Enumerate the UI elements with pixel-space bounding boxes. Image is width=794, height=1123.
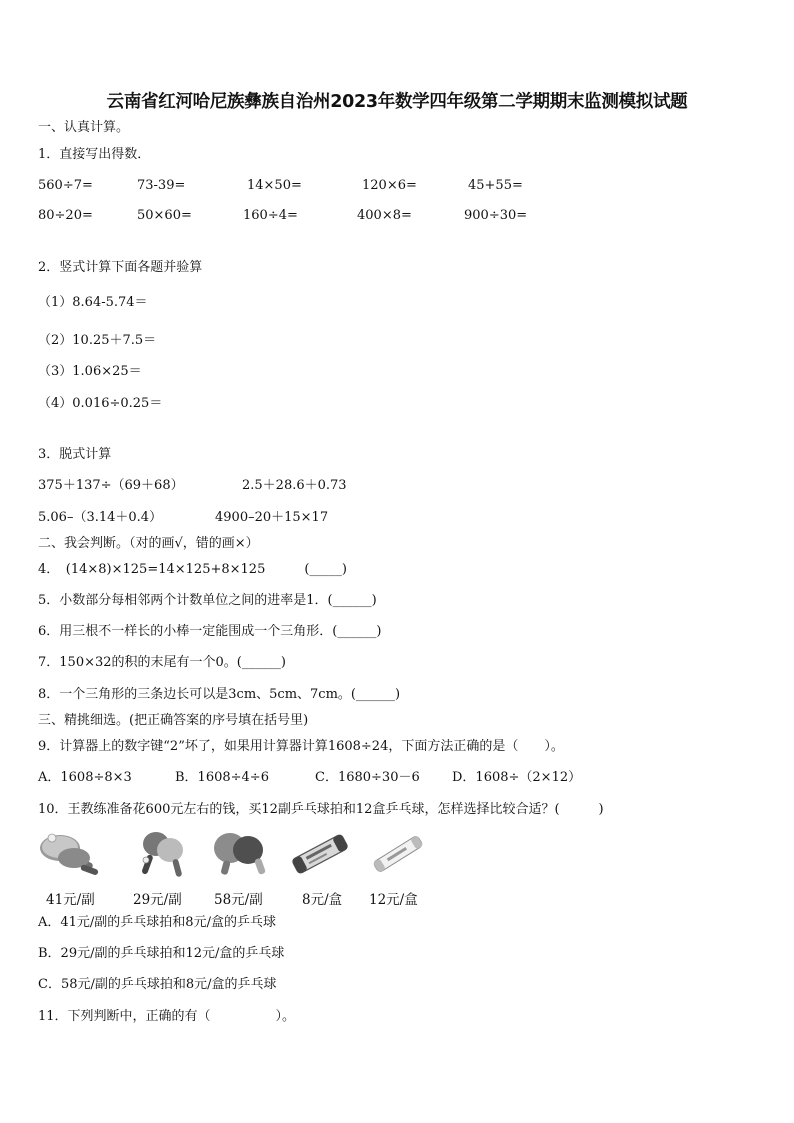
q1-item: 80÷20=: [38, 208, 93, 223]
q1-item: 120×6=: [362, 178, 417, 193]
q2-item: （3）1.06×25＝: [38, 364, 142, 379]
section-2-heading: 二、我会判断。（对的画√，错的画×）: [38, 536, 259, 551]
question-3: 3．脱式计算: [38, 447, 112, 462]
q1-item: 560÷7=: [38, 178, 93, 193]
q9-option: B．1608÷4÷6: [175, 770, 269, 785]
question-5: 5．小数部分每相邻两个计数单位之间的进率是1．(______): [38, 593, 377, 608]
q3-item: 4900–20＋15×17: [215, 510, 329, 525]
q9-option: C．1680÷30－6: [315, 770, 420, 785]
question-6: 6．用三根不一样长的小棒一定能围成一个三角形．(______): [38, 624, 382, 639]
q1-item: 160÷4=: [243, 208, 298, 223]
paddle-pair-icon: [210, 828, 274, 880]
price-label: 8元/盒: [302, 892, 343, 908]
q1-item: 73-39=: [137, 178, 186, 193]
q10-option: C．58元/副的乒乓球拍和8元/盒的乒乓球: [38, 977, 277, 992]
q10-option: B．29元/副的乒乓球拍和12元/盒的乒乓球: [38, 946, 285, 961]
price-label: 58元/副: [214, 892, 263, 908]
question-11: 11．下列判断中，正确的有（ ）。: [38, 1009, 296, 1024]
question-1: 1．直接写出得数．: [38, 147, 151, 162]
q1-item: 900÷30=: [464, 208, 528, 223]
price-label: 41元/副: [46, 892, 95, 908]
ball-tube-icon: [366, 828, 430, 880]
paddle-pair-icon: [38, 828, 102, 880]
q1-item: 14×50=: [247, 178, 302, 193]
paddle-pair-icon: [130, 828, 194, 880]
question-7: 7．150×32的积的末尾有一个0。(______): [38, 655, 286, 670]
q1-item: 45+55=: [468, 178, 523, 193]
question-9: 9．计算器上的数字键“2”坏了，如果用计算器计算1608÷24，下面方法正确的是（ ）。: [38, 739, 564, 754]
q1-item: 50×60=: [137, 208, 192, 223]
q3-item: 2.5＋28.6＋0.73: [242, 478, 347, 493]
page-title: 云南省红河哈尼族彝族自治州2023年数学四年级第二学期期末监测模拟试题: [106, 92, 688, 112]
q9-option: A．1608÷8×3: [38, 770, 132, 785]
ball-tube-icon: [288, 828, 352, 880]
section-1-heading: 一、认真计算。: [38, 120, 130, 135]
q10-option: A．41元/副的乒乓球拍和8元/盒的乒乓球: [38, 915, 276, 930]
section-3-heading: 三、精挑细选。(把正确答案的序号填在括号里): [38, 713, 309, 728]
q2-item: （1）8.64-5.74＝: [38, 295, 148, 310]
price-label: 12元/盒: [369, 892, 418, 908]
question-10: 10．王教练准备花600元左右的钱，买12副乒乓球拍和12盒乒乓球，怎样选择比较合适？( ): [38, 802, 604, 817]
price-label: 29元/副: [133, 892, 182, 908]
q3-item: 375＋137÷（69＋68）: [38, 478, 184, 493]
q2-item: （4）0.016÷0.25＝: [38, 396, 163, 411]
q9-option: D．1608÷（2×12）: [452, 770, 582, 785]
q3-item: 5.06–（3.14＋0.4）: [38, 510, 163, 525]
q1-item: 400×8=: [357, 208, 412, 223]
question-2: 2．竖式计算下面各题并验算: [38, 260, 203, 275]
question-8: 8．一个三角形的三条边长可以是3cm、5cm、7cm。(______): [38, 687, 401, 702]
question-4: 4． (14×8)×125=14×125+8×125 (_____): [38, 562, 347, 577]
q2-item: （2）10.25＋7.5＝: [38, 333, 157, 348]
